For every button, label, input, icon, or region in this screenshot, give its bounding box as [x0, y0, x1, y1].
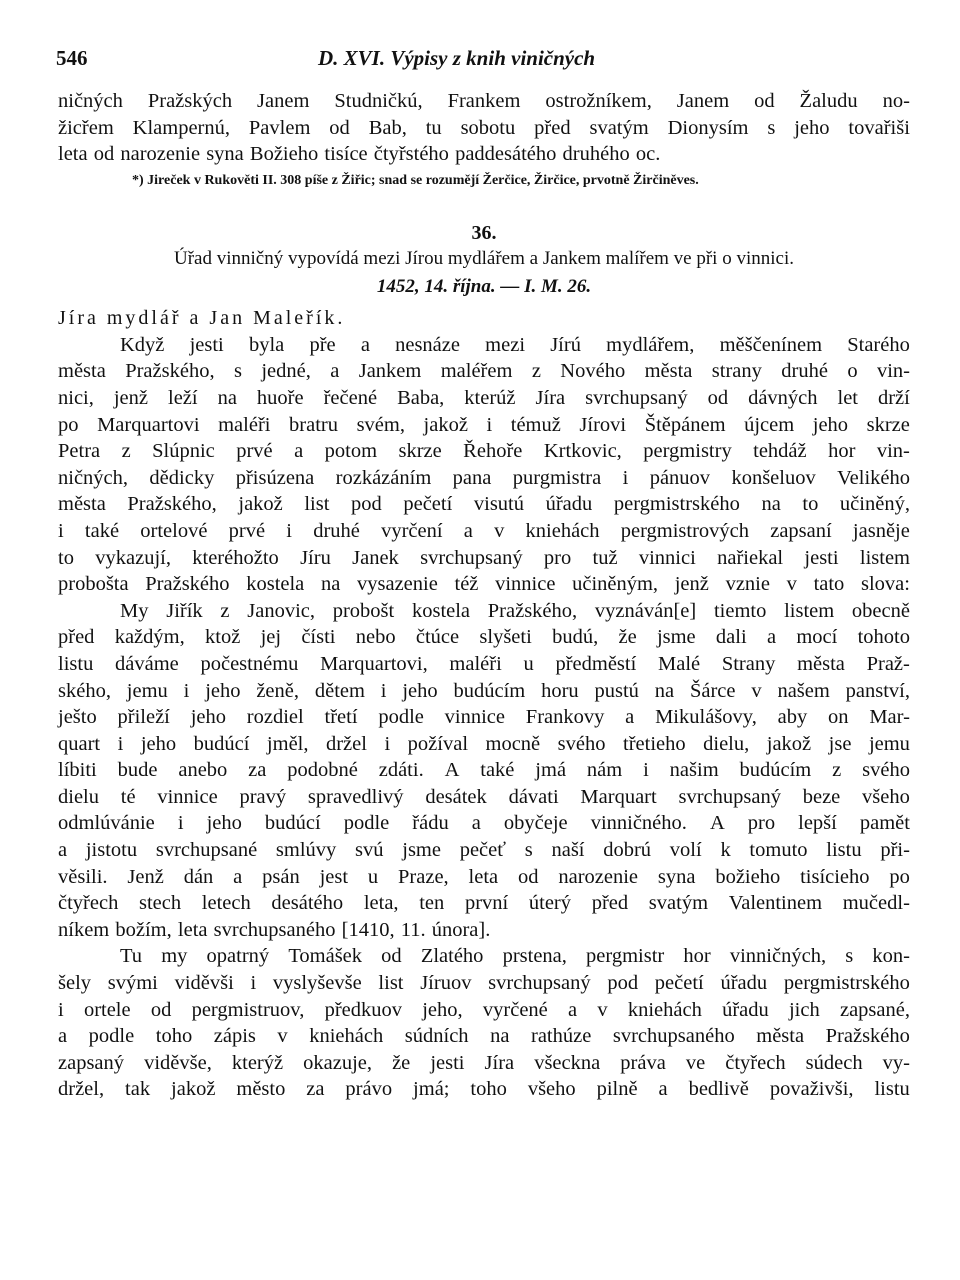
page-header: [58, 42, 910, 78]
text-line: zapsaný viděvše, kterýž okazuje, že jesti Jíra všeckna práva ve čtyřech súdech vy-: [58, 1051, 910, 1074]
text-line: dielu té vinnice pravý spravedlivý desátek dávati Marquart svrchupsaný beze všeho: [58, 785, 910, 808]
text-line: nici, jenž leží na huoře řečené Baba, kterúž Jíra svrchupsaný od dávných let drží: [58, 386, 910, 409]
text-line: leta od narozenie syna Božieho tisíce čtyřstého paddesátého druhého oc.: [58, 143, 661, 166]
text-line: Když jesti byla pře a nesnáze mezi Jírú mydlářem, měščenínem Starého: [120, 333, 910, 356]
text-line: a podle toho zápis v kniehách súdních na rathúze svrchupsaného města Pražského: [58, 1025, 910, 1048]
document-date: 1452, 14. října. — I. M. 26.: [376, 275, 592, 297]
text-line: níkem božím, leta svrchupsaného [1410, 11. února].: [58, 918, 491, 941]
text-line: šely svými viděvši i vyslyševše list Jíruov svrchupsaný pod pečetí úřadu pergmistrského: [58, 972, 910, 995]
text-line: města Pražského, s jedné, a Jankem maléřem z Nového města strany druhé o vin-: [58, 360, 910, 383]
page-number: 546: [56, 46, 88, 70]
text-line: držel, tak jakož město za právo jmá; toho všeho pilně a bedlivě považivši, listu: [58, 1078, 910, 1101]
text-line: My Jiřík z Janovic, probošt kostela Pražského, vyznáván[e] tiemto listem obecně: [120, 599, 910, 622]
document-text: [58, 332, 910, 1103]
text-line: listu dáváme počestnému Marquartovi, maléři u předměstí Malé Strany města Praž-: [58, 652, 910, 675]
document-heading: Jíra mydlář a Jan Maleřík.: [58, 306, 346, 329]
text-line: po Marquartovi maléři bratru svém, jakož i témuž Jírovi Štěpánem újcem jeho skrze: [58, 413, 910, 436]
text-line: ského, jemu i jeho ženě, dětem i jeho budúcím horu pustú na Šárce v našem panství,: [58, 679, 910, 702]
text-line: ješto přileží jeho rozdiel třetí podle vinnice Frankovy a Mikulášovy, aby on Mar-: [58, 706, 910, 729]
text-line: města Pražského, jakož list pod pečetí visutú úřadu pergmistrského na to učiněný,: [58, 493, 910, 516]
text-line: to vykazují, kteréhožto Jíru Janek svrchupsaný pro tuž vinnici nařiekal jesti listem: [58, 546, 910, 569]
text-line: před každým, ktož jej čísti nebo čtúce slyšeti budú, že jsme dali a mocí tohoto: [58, 626, 910, 649]
text-line: a jistotu svrchupsané smlúvy svú jsme pečeť s naší dobrú volí k tomuto listu při-: [58, 839, 910, 862]
footnote: *) Jireček v Rukověti II. 308 píše z Žiřic; snad se rozumějí Žerčice, Žirčice, prvotně Žirčiněves.: [132, 172, 699, 188]
book-page: [58, 42, 910, 1103]
text-line: žicřem Klampernú, Pavlem od Bab, tu sobotu před svatým Dionysím s jeho tovařiši: [58, 116, 910, 139]
text-line: i také ortelové prvé i druhé vyrčení a v kniehách pergmistrových zapsaní jasněje: [58, 519, 910, 542]
running-head: D. XVI. Výpisy z knih viničných: [318, 46, 596, 70]
text-line: ničných Pražských Janem Studničkú, Frankem ostrožníkem, Janem od Žaludu no-: [58, 90, 910, 112]
text-line: Tu my opatrný Tomášek od Zlatého prstena, pergmistr hor vinničných, s kon-: [120, 945, 910, 968]
intro-text: [58, 88, 910, 168]
text-line: Petra z Slúpnic prvé a potom skrze Řehoře Krtkovic, pergmistry tehdáž hor vin-: [58, 440, 910, 463]
text-line: věsili. Jenž dán a psán jest u Praze, leta od narozenie syna božieho tisícieho po: [58, 865, 910, 888]
text-line: odmlúvánie i jeho budúcí podle řádu a obyčeje vinničného. A pro lepší pamět: [58, 812, 910, 835]
text-line: quart i jeho budúcí jměl, držel i požíval mocně svého třetieho dielu, jakož jse jemu: [58, 732, 910, 755]
text-line: i ortele od pergmistruov, předkuov jeho, vyrčené a v kniehách úřadu jich zapsané,: [58, 998, 910, 1021]
document-number: 36.: [471, 221, 497, 244]
text-line: ničných, dědicky přisúzena rozkázáním pana purgmistra i pánuov konšeluov Velikého: [58, 466, 910, 489]
text-line: čtyřech stech letech desátého leta, ten první úterý před svatým Valentinem mučedl-: [58, 892, 910, 915]
document-summary: Úřad vinničný vypovídá mezi Jírou mydlářem a Jankem malířem ve při o vinnici.: [174, 247, 794, 269]
text-line: líbiti bude anebo za podobné zdáti. A také jmá nám i našim budúcím z svého: [58, 759, 910, 782]
text-line: probošta Pražského kostela na vysazenie též vinnice učiněným, jenž vznie v tato slova:: [58, 573, 910, 596]
